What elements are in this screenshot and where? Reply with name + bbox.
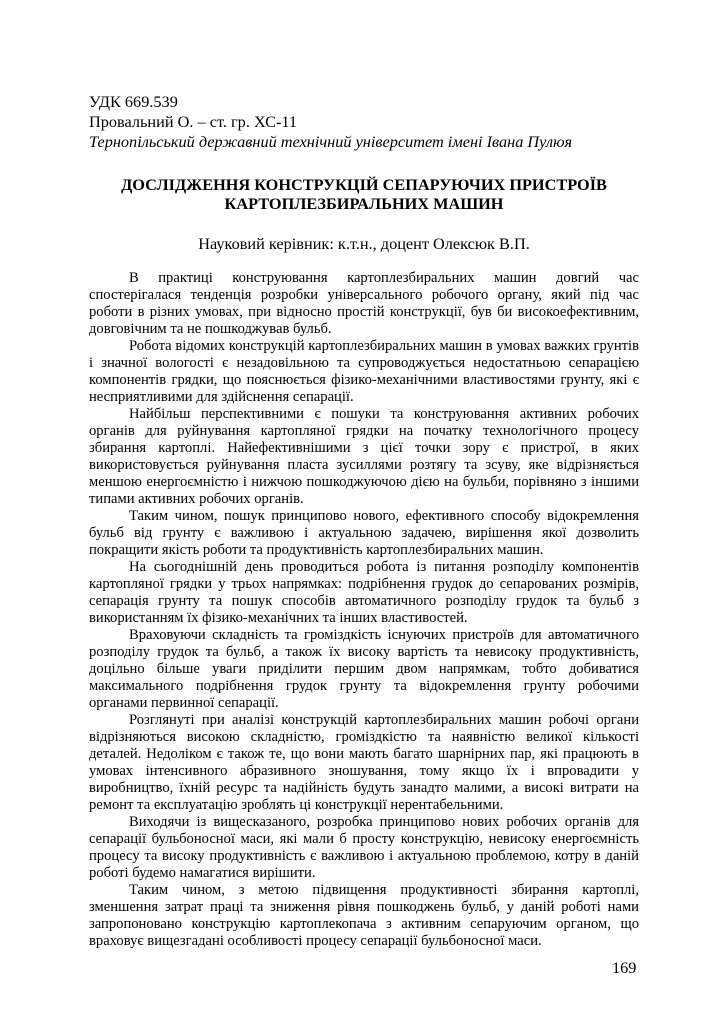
- article-body: [89, 270, 639, 950]
- paragraph-9: Таким чином, з метою підвищення продуктивності збирання картоплі, зменшення затрат праці та зниження рівня пошкоджень бульб, у даній роботі нами запропоновано конструкцію картоплекопача з активним сепаруючим органом, що враховує вищезгадані особливості процесу сепарації бульбоносної маси.: [89, 882, 639, 949]
- paragraph-5: На сьогоднішній день проводиться робота із питання розподілу компонентів картопляної грядки у трьох напрямках: подрібнення грудок до сепарованих розмірів, сепарація грунту та пошук способів автоматичного розподілу грудок та бульб з використанням їх фізико-механічних та інших властивостей.: [89, 559, 639, 626]
- article-title: [89, 175, 639, 213]
- paragraph-3: Найбільш перспективними є пошуки та конструювання активних робочих органів для руйнування картопляної грядки на початку технологічного процесу збирання картоплі. Найефективнішими з цієї точки зору є пристрої, в яких використовується руйнування пласта зусиллями розтягу та зсуву, яке відрізняється меншою енергоємністю і нижчою пошкоджуючою дією на бульби, порівняно з іншими типами активних робочих органів.: [89, 406, 639, 507]
- author-line: Провальний О. – ст. гр. ХС-11: [89, 112, 298, 131]
- title-line-2: КАРТОПЛЕЗБИРАЛЬНИХ МАШИН: [224, 194, 504, 213]
- page-number: 169: [612, 958, 637, 977]
- paragraph-1: В практиці конструювання картоплезбиральних машин довгий час спостерігалася тенденція розробки універсального робочого органу, який під час роботи в різних умовах, при відносно простій конструкції, був би високоефективним, довговічним та не пошкоджував бульб.: [89, 270, 639, 337]
- udc-code: УДК 669.539: [89, 92, 178, 111]
- paragraph-2: Робота відомих конструкцій картоплезбиральних машин в умовах важких грунтів і значної вологості є незадовільною та супроводжується недостатньою сепарацією компонентів грядки, що пояснюється фізико-механічними властивостями грунту, які є несприятливими для здійснення сепарації.: [89, 338, 639, 405]
- paragraph-6: Враховуючи складність та громіздкість існуючих пристроїв для автоматичного розподілу грудок та бульб, а також їх високу вартість та невисоку продуктивність, доцільно більше уваги приділити першим двом напрямкам, тобто добиватися максимального подрібнення грудок грунту та відокремлення грунту робочими органами первинної сепарації.: [89, 627, 639, 711]
- title-line-1: ДОСЛІДЖЕННЯ КОНСТРУКЦІЙ СЕПАРУЮЧИХ ПРИСТРОЇВ: [121, 175, 607, 194]
- document-page: [89, 92, 639, 950]
- supervisor-line: Науковий керівник: к.т.н., доцент Олексюк В.П.: [198, 234, 530, 253]
- affiliation-line: Тернопільський державний технічний університет імені Івана Пулюя: [89, 132, 573, 151]
- paragraph-7: Розглянуті при аналізі конструкцій картоплезбиральних машин робочі органи відрізняються високою складністю, громіздкістю та наявністю великої кількості деталей. Недоліком є також те, що вони мають багато шарнірних пар, які працюють в умовах інтенсивного абразивного зношування, тому якщо їх і впровадити у виробництво, їхній ресурс та надійність будуть занадто малими, а високі витрати на ремонт та експлуатацію зроблять ці конструкції нерентабельними.: [89, 712, 639, 813]
- paragraph-4: Таким чином, пошук принципово нового, ефективного способу відокремлення бульб від грунту є важливою і актуальною задачею, вирішення якої дозволить покращити якість роботи та продуктивність картоплезбиральних машин.: [89, 508, 639, 558]
- paragraph-8: Виходячи із вищесказаного, розробка принципово нових робочих органів для сепарації бульбоносної маси, які мали б просту конструкцію, невисоку енергоємність процесу та високу продуктивність є важливою і актуальною проблемою, котру в даній роботі будемо намагатися вирішити.: [89, 814, 639, 881]
